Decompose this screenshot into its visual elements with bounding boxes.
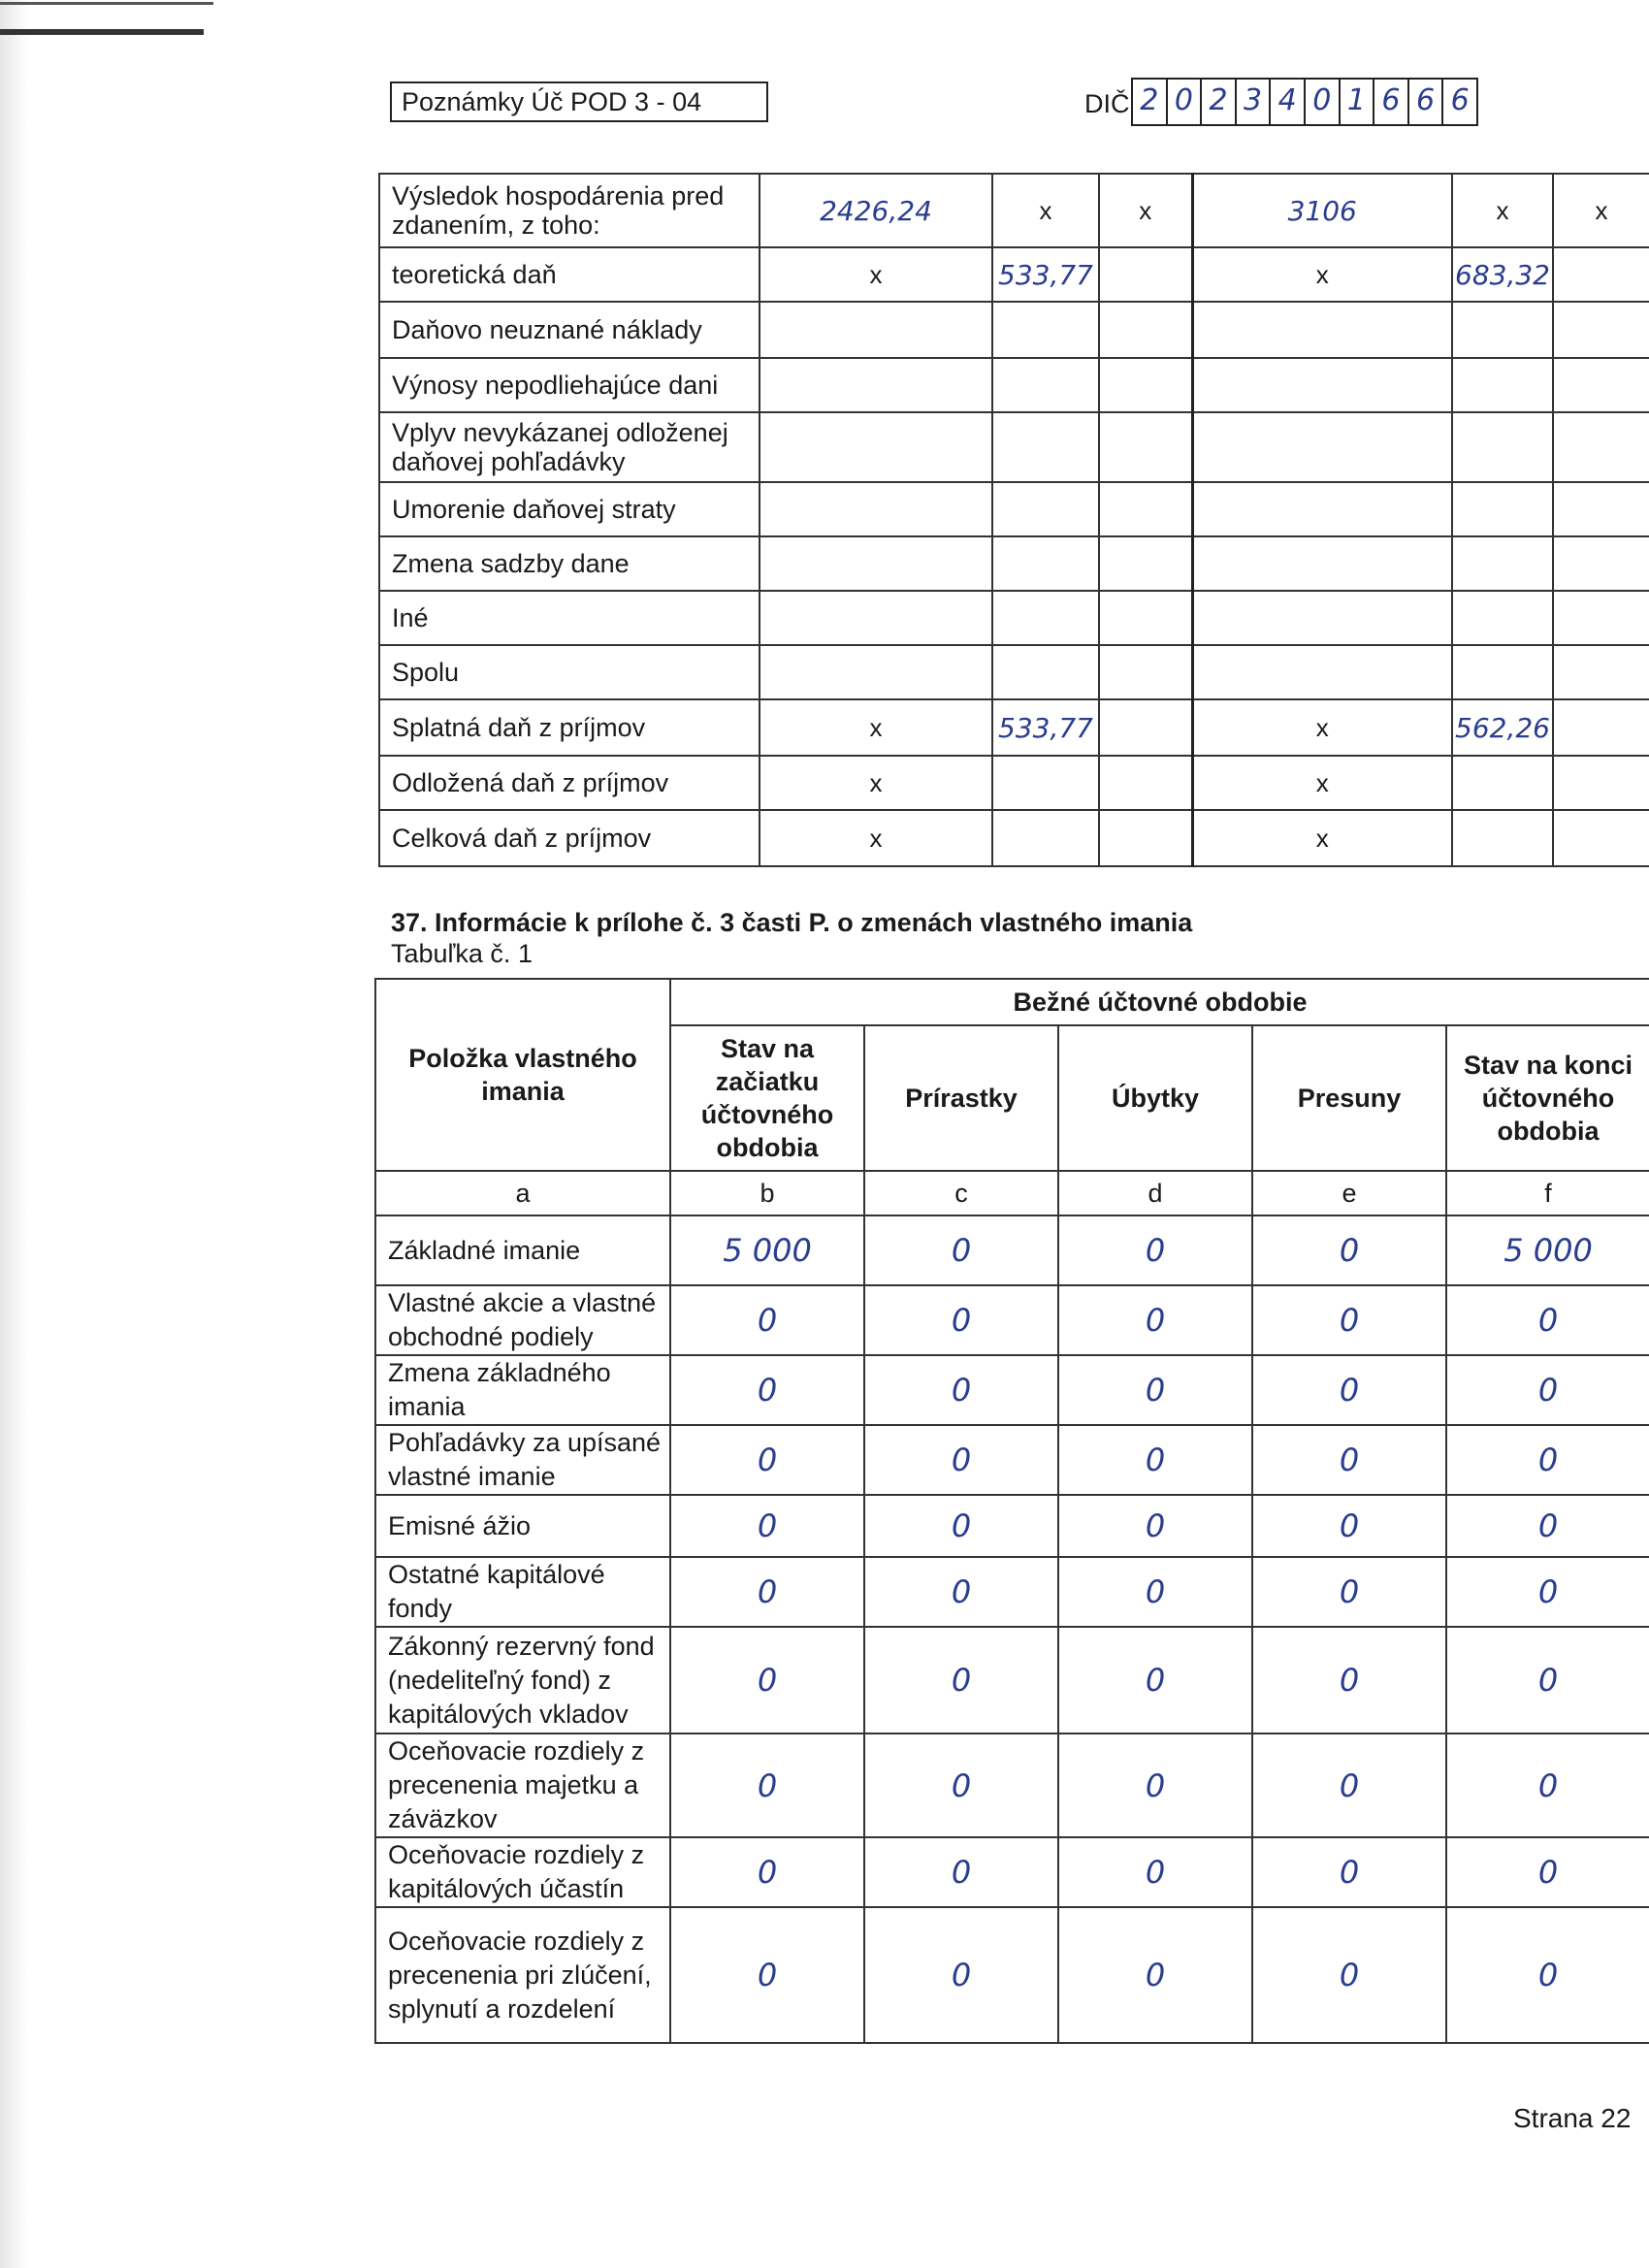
cell-value: 0 xyxy=(1537,1854,1559,1891)
cell-value: 0 xyxy=(757,1442,778,1478)
scan-mark xyxy=(0,29,204,35)
row-label: Umorenie daňovej straty xyxy=(379,482,760,536)
table-cell xyxy=(1058,1627,1252,1733)
table-cell xyxy=(1553,412,1649,482)
row-label: Splatná daň z príjmov xyxy=(379,699,760,756)
table-cell xyxy=(864,1355,1058,1425)
table-row xyxy=(379,302,1649,358)
cell-value: 0 xyxy=(1537,1372,1559,1409)
cell-value: 0 xyxy=(951,1957,972,1993)
cell-value: 0 xyxy=(757,1302,778,1339)
cell-value: 0 xyxy=(1537,1442,1559,1478)
table-cell xyxy=(1192,412,1452,482)
table-cell xyxy=(1192,591,1452,645)
table-cell xyxy=(1446,1627,1649,1733)
cell-value: 533,77 xyxy=(998,711,1093,744)
row-label: Výnosy nepodliehajúce dani xyxy=(379,358,760,412)
form-title: Poznámky Úč POD 3 - 04 xyxy=(390,81,768,122)
table-cell xyxy=(1553,756,1649,810)
cell-value: x xyxy=(1315,823,1329,853)
table-cell xyxy=(864,1627,1058,1733)
table-cell xyxy=(760,174,992,247)
table-row xyxy=(375,1355,1649,1425)
cell-value: 0 xyxy=(951,1766,972,1804)
table-cell xyxy=(670,1627,864,1733)
table-cell xyxy=(1446,1907,1649,2043)
table-cell xyxy=(1099,174,1192,247)
equity-changes-table xyxy=(374,978,1649,2044)
tax-reconciliation-table xyxy=(378,173,1649,867)
table-cell xyxy=(1099,482,1192,536)
table-cell xyxy=(1252,1557,1446,1627)
table-cell xyxy=(1553,699,1649,756)
period-header: Bežné účtovné obdobie xyxy=(670,979,1649,1025)
cell-value: 0 xyxy=(757,1372,778,1409)
table-row xyxy=(375,1557,1649,1627)
cell-value: 0 xyxy=(1145,1302,1166,1339)
scan-mark xyxy=(0,2,213,5)
column-letter: e xyxy=(1252,1171,1446,1215)
table-cell xyxy=(1099,536,1192,591)
table-cell xyxy=(1553,645,1649,699)
cell-value: 2426,24 xyxy=(820,194,932,227)
table-cell xyxy=(1192,810,1452,866)
row-label: Vlastné akcie a vlastné obchodné podiely xyxy=(375,1285,670,1355)
table-cell xyxy=(1452,756,1553,810)
dic-digit: 4 xyxy=(1271,80,1306,124)
cell-value: 0 xyxy=(757,1854,778,1891)
table-cell xyxy=(670,1907,864,2043)
table-cell xyxy=(1192,536,1452,591)
cell-value: 3106 xyxy=(1287,194,1357,227)
table-cell xyxy=(1446,1425,1649,1495)
row-label: teoretická daň xyxy=(379,247,760,302)
table-cell xyxy=(1058,1215,1252,1285)
cell-value: 0 xyxy=(951,1507,972,1544)
cell-value: 0 xyxy=(1145,1372,1166,1409)
row-label: Pohľadávky za upísané vlastné imanie xyxy=(375,1425,670,1495)
table-cell xyxy=(1192,699,1452,756)
cell-value: 0 xyxy=(951,1854,972,1891)
table-cell xyxy=(760,645,992,699)
table-cell xyxy=(864,1907,1058,2043)
row-label: Zmena základného imania xyxy=(375,1355,670,1425)
column-letter: c xyxy=(864,1171,1058,1215)
table-row xyxy=(375,1907,1649,2043)
column-letter: a xyxy=(375,1171,670,1215)
dic-boxes xyxy=(1131,78,1478,126)
cell-value: 0 xyxy=(757,1573,778,1610)
table-cell xyxy=(864,1215,1058,1285)
table-cell xyxy=(992,645,1099,699)
row-label: Odložená daň z príjmov xyxy=(379,756,760,810)
table-row xyxy=(375,1285,1649,1355)
table-row xyxy=(379,810,1649,866)
table-cell xyxy=(992,536,1099,591)
table-cell xyxy=(1252,1627,1446,1733)
cell-value: 0 xyxy=(1339,1662,1360,1699)
table-cell xyxy=(1446,1285,1649,1355)
table-cell xyxy=(1446,1355,1649,1425)
table-cell xyxy=(1058,1285,1252,1355)
table-row xyxy=(379,591,1649,645)
dic-digit: 1 xyxy=(1341,80,1375,124)
table-cell xyxy=(1099,591,1192,645)
table-cell xyxy=(1099,756,1192,810)
cell-value: 0 xyxy=(951,1302,972,1339)
table-cell xyxy=(1452,699,1553,756)
cell-value: x xyxy=(1315,712,1329,742)
table-cell xyxy=(864,1557,1058,1627)
table-cell xyxy=(1192,645,1452,699)
table-cell xyxy=(670,1215,864,1285)
table-row xyxy=(379,699,1649,756)
column-header: Stav na začiatku účtovného obdobia xyxy=(670,1025,864,1171)
table-cell xyxy=(760,412,992,482)
table-cell xyxy=(992,358,1099,412)
cell-value: 0 xyxy=(951,1372,972,1409)
table-caption: Tabuľka č. 1 xyxy=(391,939,533,968)
table-cell xyxy=(864,1425,1058,1495)
cell-value: 0 xyxy=(1339,1442,1360,1478)
cell-value: 5 000 xyxy=(723,1232,812,1269)
table-cell xyxy=(760,699,992,756)
column-letter: f xyxy=(1446,1171,1649,1215)
row-label: Výsledok hospodárenia pred zdanením, z toho: xyxy=(379,174,760,247)
table-cell xyxy=(864,1733,1058,1837)
item-column-header: Položka vlastného imania xyxy=(375,979,670,1171)
table-cell xyxy=(670,1355,864,1425)
table-cell xyxy=(992,810,1099,866)
table-cell xyxy=(1058,1355,1252,1425)
column-header: Stav na konci účtovného obdobia xyxy=(1446,1025,1649,1171)
cell-value: 683,32 xyxy=(1455,258,1550,291)
table-cell xyxy=(1058,1425,1252,1495)
table-cell xyxy=(1099,645,1192,699)
table-row xyxy=(375,1837,1649,1907)
table-cell xyxy=(670,1837,864,1907)
cell-value: 0 xyxy=(951,1573,972,1610)
table-row xyxy=(375,1495,1649,1557)
cell-value: x xyxy=(869,259,883,289)
table-row xyxy=(379,174,1649,247)
cell-value: 0 xyxy=(1537,1662,1559,1699)
table-cell xyxy=(992,247,1099,302)
table-row xyxy=(379,412,1649,482)
table-cell xyxy=(1553,810,1649,866)
table-cell xyxy=(1192,358,1452,412)
table-cell xyxy=(1058,1557,1252,1627)
table-cell xyxy=(1553,174,1649,247)
table-cell xyxy=(760,358,992,412)
dic-digit: 3 xyxy=(1237,80,1272,124)
cell-value: 0 xyxy=(1339,1302,1360,1339)
table-row xyxy=(379,645,1649,699)
cell-value: 0 xyxy=(1339,1957,1360,1993)
table-cell xyxy=(1099,810,1192,866)
table-cell xyxy=(992,174,1099,247)
table-cell xyxy=(1252,1837,1446,1907)
table-cell xyxy=(1452,645,1553,699)
table-cell xyxy=(1446,1733,1649,1837)
cell-value: 0 xyxy=(757,1662,778,1699)
table-cell xyxy=(760,810,992,866)
table-row xyxy=(375,1627,1649,1733)
cell-value: 0 xyxy=(1145,1662,1166,1699)
cell-value: 0 xyxy=(757,1507,778,1544)
table-cell xyxy=(1553,591,1649,645)
table-cell xyxy=(670,1557,864,1627)
table-cell xyxy=(1446,1495,1649,1557)
table-cell xyxy=(1252,1495,1446,1557)
table-cell xyxy=(1099,358,1192,412)
table-row xyxy=(375,1425,1649,1495)
dic-digit: 2 xyxy=(1133,80,1168,124)
table-cell xyxy=(1452,247,1553,302)
cell-value: 0 xyxy=(1339,1854,1360,1891)
row-label: Ostatné kapitálové fondy xyxy=(375,1557,670,1627)
row-label: Spolu xyxy=(379,645,760,699)
cell-value: x xyxy=(869,823,883,853)
section-title: 37. Informácie k prílohe č. 3 časti P. o zmenách vlastného imania xyxy=(391,908,1193,937)
table-cell xyxy=(1099,302,1192,358)
table-cell xyxy=(1446,1837,1649,1907)
cell-value: 562,26 xyxy=(1455,711,1550,744)
table-cell xyxy=(1192,302,1452,358)
table-cell xyxy=(1553,247,1649,302)
cell-value: 0 xyxy=(1537,1573,1559,1610)
column-header: Presuny xyxy=(1252,1025,1446,1171)
table-row xyxy=(379,247,1649,302)
table-cell xyxy=(760,302,992,358)
row-label: Emisné ážio xyxy=(375,1495,670,1557)
cell-value: 5 000 xyxy=(1504,1232,1593,1269)
dic-digit: 6 xyxy=(1443,80,1478,124)
cell-value: 0 xyxy=(951,1442,972,1478)
cell-value: 0 xyxy=(757,1957,778,1993)
table-cell xyxy=(1553,302,1649,358)
table-cell xyxy=(1058,1495,1252,1557)
table-cell xyxy=(1058,1907,1252,2043)
dic-digit: 0 xyxy=(1306,80,1341,124)
row-label: Daňovo neuznané náklady xyxy=(379,302,760,358)
row-label: Zmena sadzby dane xyxy=(379,536,760,591)
cell-value: 0 xyxy=(1537,1957,1559,1993)
row-label: Oceňovacie rozdiely z precenenia majetku a záväzkov xyxy=(375,1733,670,1837)
cell-value: 533,77 xyxy=(998,258,1093,291)
table-cell xyxy=(992,302,1099,358)
cell-value: x xyxy=(869,712,883,742)
table-cell xyxy=(992,756,1099,810)
cell-value: 0 xyxy=(951,1232,972,1269)
cell-value: 0 xyxy=(1339,1766,1360,1804)
dic-label: DIČ xyxy=(1084,89,1130,118)
table-cell xyxy=(1192,482,1452,536)
row-label: Oceňovacie rozdiely z kapitálových účastín xyxy=(375,1837,670,1907)
cell-value: 0 xyxy=(1537,1507,1559,1544)
table-cell xyxy=(1252,1733,1446,1837)
cell-value: 0 xyxy=(1339,1372,1360,1409)
table-cell xyxy=(1192,756,1452,810)
table-cell xyxy=(1452,482,1553,536)
table-cell xyxy=(1553,536,1649,591)
table-cell xyxy=(1452,174,1553,247)
cell-value: x xyxy=(1496,195,1509,225)
dic-digit: 6 xyxy=(1374,80,1409,124)
table-cell xyxy=(1192,247,1452,302)
table-row xyxy=(379,536,1649,591)
table-cell xyxy=(670,1495,864,1557)
cell-value: 0 xyxy=(1145,1766,1166,1804)
table-cell xyxy=(760,247,992,302)
table-row xyxy=(375,1733,1649,1837)
cell-value: x xyxy=(1315,259,1329,289)
table-cell xyxy=(992,482,1099,536)
table-cell xyxy=(1452,412,1553,482)
cell-value: x xyxy=(1315,767,1329,797)
column-letter: b xyxy=(670,1171,864,1215)
cell-value: x xyxy=(1595,195,1608,225)
table-cell xyxy=(1553,358,1649,412)
table-cell xyxy=(1252,1425,1446,1495)
cell-value: 0 xyxy=(1339,1507,1360,1544)
cell-value: x xyxy=(869,767,883,797)
table-cell xyxy=(670,1733,864,1837)
table-row xyxy=(379,756,1649,810)
table-cell xyxy=(864,1285,1058,1355)
cell-value: 0 xyxy=(1145,1957,1166,1993)
table-cell xyxy=(760,482,992,536)
cell-value: 0 xyxy=(1537,1302,1559,1339)
dic-digit: 0 xyxy=(1168,80,1203,124)
table-row xyxy=(379,482,1649,536)
cell-value: 0 xyxy=(1145,1854,1166,1891)
row-label: Celková daň z príjmov xyxy=(379,810,760,866)
dic-digit: 6 xyxy=(1409,80,1444,124)
cell-value: x xyxy=(1039,195,1052,225)
table-cell xyxy=(1058,1837,1252,1907)
row-label: Oceňovacie rozdiely z precenenia pri zlúčení, splynutí a rozdelení xyxy=(375,1907,670,2043)
cell-value: 0 xyxy=(1145,1442,1166,1478)
table-cell xyxy=(1252,1907,1446,2043)
table-cell xyxy=(760,536,992,591)
table-row xyxy=(379,358,1649,412)
table-cell xyxy=(1452,591,1553,645)
table-cell xyxy=(992,699,1099,756)
row-label: Základné imanie xyxy=(375,1215,670,1285)
table-cell xyxy=(864,1837,1058,1907)
column-header: Prírastky xyxy=(864,1025,1058,1171)
table-cell xyxy=(1192,174,1452,247)
cell-value: 0 xyxy=(1339,1573,1360,1610)
table-cell xyxy=(1452,302,1553,358)
cell-value: 0 xyxy=(1537,1766,1559,1804)
cell-value: 0 xyxy=(951,1662,972,1699)
table-cell xyxy=(1058,1733,1252,1837)
table-cell xyxy=(1452,358,1553,412)
row-label: Zákonný rezervný fond (nedeliteľný fond) z kapitálových vkladov xyxy=(375,1627,670,1733)
table-cell xyxy=(992,412,1099,482)
cell-value: 0 xyxy=(1339,1232,1360,1269)
table-cell xyxy=(1446,1215,1649,1285)
table-row xyxy=(375,1215,1649,1285)
table-cell xyxy=(1252,1355,1446,1425)
table-cell xyxy=(864,1495,1058,1557)
row-label: Vplyv nevykázanej odloženej daňovej pohľadávky xyxy=(379,412,760,482)
cell-value: 0 xyxy=(757,1766,778,1804)
cell-value: 0 xyxy=(1145,1232,1166,1269)
table-cell xyxy=(670,1285,864,1355)
cell-value: 0 xyxy=(1145,1507,1166,1544)
table-cell xyxy=(1099,699,1192,756)
table-cell xyxy=(1452,536,1553,591)
page-edge-shadow xyxy=(0,0,29,2268)
table-cell xyxy=(992,591,1099,645)
table-cell xyxy=(760,591,992,645)
dic-digit: 2 xyxy=(1202,80,1237,124)
cell-value: x xyxy=(1139,195,1152,225)
column-header: Úbytky xyxy=(1058,1025,1252,1171)
table-cell xyxy=(1252,1285,1446,1355)
table-cell xyxy=(1099,247,1192,302)
table-cell xyxy=(760,756,992,810)
table-cell xyxy=(1099,412,1192,482)
cell-value: 0 xyxy=(1145,1573,1166,1610)
table-cell xyxy=(670,1425,864,1495)
page-number: Strana 22 xyxy=(1513,2103,1632,2133)
table-cell xyxy=(1252,1215,1446,1285)
table-cell xyxy=(1452,810,1553,866)
table-cell xyxy=(1553,482,1649,536)
column-letter: d xyxy=(1058,1171,1252,1215)
table-cell xyxy=(1446,1557,1649,1627)
row-label: Iné xyxy=(379,591,760,645)
